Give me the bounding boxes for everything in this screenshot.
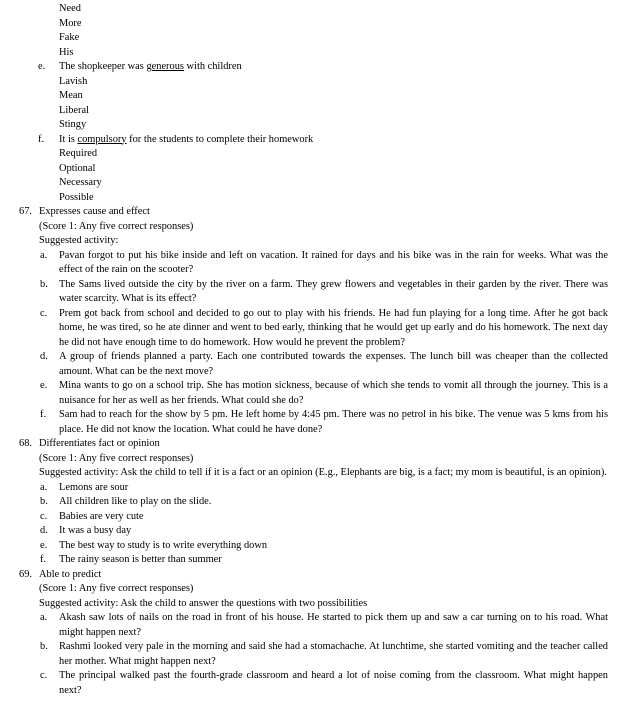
item-text: Pavan forgot to put his bike inside and left on vacation. It rained for days and his bike was in the rain for weeks. What was the effect of the rain on the scooter? [59, 249, 608, 275]
section-67-heading [0, 205, 633, 220]
list-item [0, 408, 633, 437]
item-label: b. [40, 641, 48, 652]
item-label: c. [40, 670, 48, 681]
item-label: c. [40, 307, 48, 319]
list-item [0, 278, 633, 307]
list-item [0, 495, 633, 510]
item-label: f. [40, 554, 47, 565]
list-item [0, 350, 633, 379]
section-title: Able to predict [39, 568, 102, 580]
section-score: (Score 1: Any five correct responses) [39, 452, 194, 464]
option-his: His [59, 46, 74, 58]
item-label: f. [40, 409, 47, 420]
item-text: Mina wants to go on a school trip. She has motion sickness, because of which she tends to vomit all through the journey. This is a nuisance for her as well as her friends. What could she do? [59, 380, 608, 406]
section-score: (Score 1: Any five correct responses) [39, 583, 194, 594]
section-title: Expresses cause and effect [39, 206, 150, 217]
list-item [0, 510, 633, 525]
item-label: b. [40, 496, 48, 507]
section-69-items [0, 611, 633, 698]
item-text: It was a busy day [59, 525, 132, 536]
list-item [0, 640, 633, 669]
list-item [0, 249, 633, 278]
section-number: 69. [19, 568, 32, 580]
item-label: f. [38, 133, 45, 145]
item-label: a. [40, 612, 48, 623]
item-label: d. [40, 351, 48, 362]
item-label: c. [40, 510, 48, 522]
option-lavish: Lavish [59, 75, 88, 87]
section-68-heading [0, 437, 633, 452]
option-stingy: Stingy [59, 119, 87, 130]
section-69-heading [0, 568, 633, 583]
item-text: Rashmi looked very pale in the morning and said she had a stomachache. At lunchtime, she started vomiting and the teacher called her mother. What might happen next? [59, 641, 608, 667]
item-f [0, 133, 633, 148]
list-item [0, 307, 633, 351]
item-text: The Sams lived outside the city by the river on a farm. They grew flowers and vegetables in their garden by the river. There was water scarcity. What is its effect? [59, 278, 608, 304]
item-label: a. [40, 249, 48, 261]
underlined-word: generous [146, 61, 184, 72]
item-label: d. [40, 525, 48, 536]
suggested-activity: Suggested activity: Ask the child to tell if it is a fact or an opinion (E.g., Elephants are big, is a fact; my mom is beautiful, is an opinion). [39, 467, 607, 478]
item-text: All children like to play on the slide. [59, 496, 212, 507]
option-liberal: Liberal [59, 104, 89, 116]
item-label: e. [38, 61, 46, 72]
item-text: Prem got back from school and decided to go out to play with his friends. He had fun playing for a long time. After he got back home, he was tired, so he ate dinner and went to bed early, thinking that he would get up early and do his homework. The next day he did not have enough time to do homework. How would he prevent the problem? [59, 307, 608, 348]
item-e [0, 60, 633, 75]
option-fake: Fake [59, 32, 80, 43]
section-score: (Score 1: Any five correct responses) [39, 220, 194, 232]
item-label: a. [40, 481, 48, 493]
item-text: Lemons are sour [59, 481, 129, 493]
item-text: The best way to study is to write everything down [59, 539, 268, 551]
option-mean: Mean [59, 90, 83, 101]
list-item [0, 379, 633, 408]
section-67-items [0, 249, 633, 438]
item-label: e. [40, 380, 48, 391]
underlined-word: compulsory [77, 133, 127, 145]
option-required: Required [59, 148, 98, 159]
suggested-activity: Suggested activity: Ask the child to answer the questions with two possibilities [39, 597, 368, 609]
list-item [0, 481, 633, 496]
section-68-items [0, 481, 633, 568]
item-label: e. [40, 539, 48, 551]
section-title: Differentiates fact or opinion [39, 438, 160, 449]
item-text: Sam had to reach for the show by 5 pm. He left home by 4:45 pm. There was no petrol in his bike. The venue was 5 kms from his place. He did not know the location. What could he have done? [59, 409, 608, 435]
list-item [0, 669, 633, 698]
item-text: The rainy season is better than summer [59, 554, 222, 565]
item-label: b. [40, 278, 48, 290]
section-number: 67. [19, 206, 32, 217]
item-text: It is compulsory for the students to complete their homework [59, 133, 314, 145]
item-text: Babies are very cute [59, 510, 144, 522]
list-item [0, 611, 633, 640]
document-page [0, 2, 633, 698]
option-more: More [59, 17, 82, 29]
list-item [0, 524, 633, 539]
option-possible: Possible [59, 191, 94, 203]
suggested-activity: Suggested activity: [39, 235, 119, 246]
item-text: The principal walked past the fourth-grade classroom and heard a lot of noise coming from the classroom. What might happen next? [59, 670, 608, 696]
item-text: Akash saw lots of nails on the road in front of his house. He started to pick them up and saw a car turning on to his road. What might happen next? [59, 612, 608, 638]
option-optional: Optional [59, 162, 96, 174]
option-need: Need [59, 3, 81, 14]
item-text: The shopkeeper was generous with children [59, 61, 242, 72]
item-text: A group of friends planned a party. Each one contributed towards the expenses. The lunch bill was cheaper than the collected amount. What can be the next move? [59, 351, 608, 377]
option-necessary: Necessary [59, 177, 102, 188]
list-item [0, 539, 633, 554]
list-item [0, 553, 633, 568]
section-number: 68. [19, 438, 32, 449]
